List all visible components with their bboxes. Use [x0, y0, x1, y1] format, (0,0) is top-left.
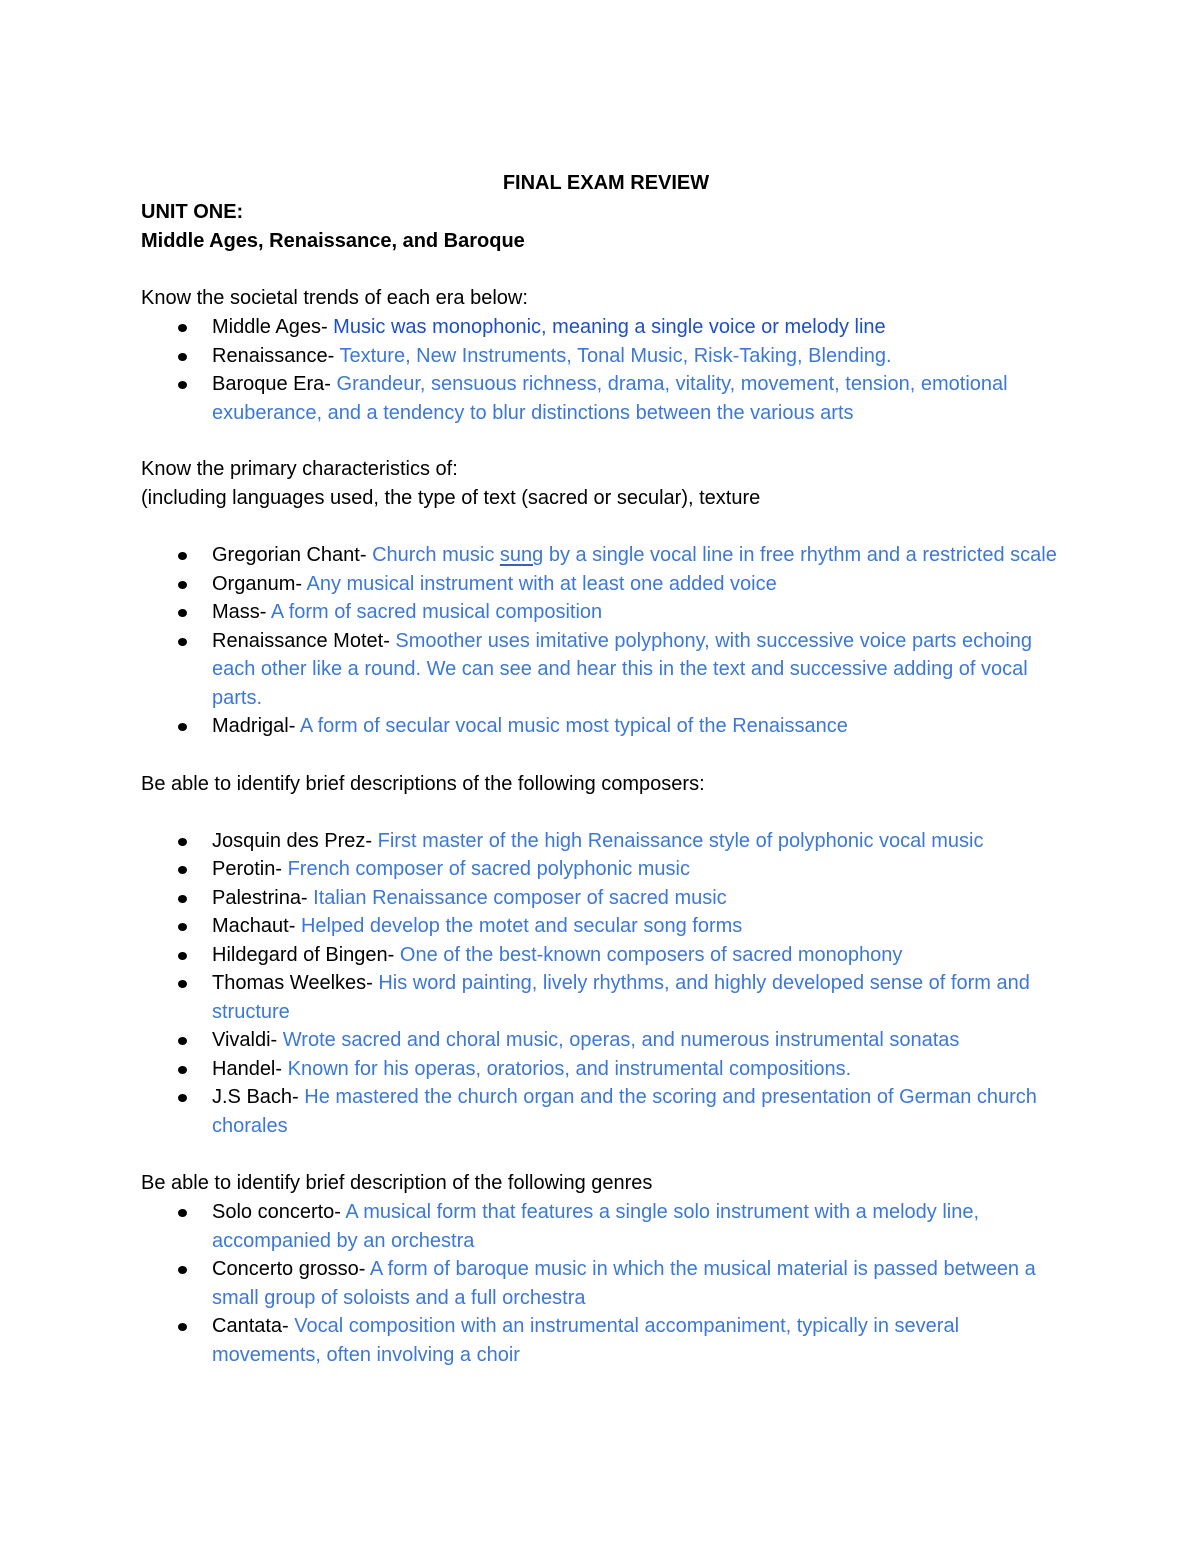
item-description: A form of secular vocal music most typical of the Renaissance — [299, 715, 848, 737]
item-description: Italian Renaissance composer of sacred music — [313, 886, 727, 909]
bullet-icon — [178, 1037, 187, 1045]
bullet-icon — [178, 895, 187, 903]
item-description: Texture, New Instruments, Tonal Music, Risk-Taking, Blending. — [339, 344, 892, 367]
section-societal-trends — [141, 284, 1061, 427]
bullet-icon — [178, 1209, 187, 1217]
spacer — [141, 799, 1061, 827]
bullet-icon — [178, 381, 187, 389]
item-description: Grandeur, sensuous richness, drama, vitality, movement, tension, emotional exuberance, and a tendency to blur distinctions between the various arts — [212, 373, 1008, 424]
list-item — [141, 1026, 1072, 1055]
bullet-icon — [178, 609, 187, 617]
list-item — [141, 884, 1072, 913]
item-term: J.S Bach- — [212, 1086, 305, 1108]
list-item — [141, 827, 1072, 856]
item-description: He mastered the church organ and the scoring and presentation of German church chorales — [212, 1086, 1037, 1137]
item-term: Gregorian Chant- — [212, 544, 373, 566]
document-title: FINAL EXAM REVIEW — [502, 172, 710, 194]
item-description: Vocal composition with an instrumental accompaniment, typically in several movements, often involving a choir — [212, 1315, 960, 1366]
bullet-icon — [178, 581, 187, 589]
item-description: French composer of sacred polyphonic music — [287, 858, 690, 880]
description-text: Church music — [372, 544, 500, 566]
era-heading: Middle Ages, Renaissance, and Baroque — [141, 230, 525, 252]
item-term: Cantata- — [212, 1315, 295, 1337]
spacer — [141, 513, 1061, 541]
list-item — [141, 855, 1072, 884]
item-description: First master of the high Renaissance style of polyphonic vocal music — [377, 829, 984, 852]
bullet-icon — [178, 1323, 187, 1331]
section-intro-note: (including languages used, the type of text (sacred or secular), texture — [141, 487, 761, 509]
item-term: Renaissance Motet- — [212, 629, 396, 652]
section-intro: Know the societal trends of each era below: — [141, 287, 528, 309]
item-description: Any musical instrument with at least one added voice — [306, 572, 777, 595]
unit-heading: UNIT ONE: — [141, 201, 244, 223]
section-intro: Be able to identify brief descriptions of the following composers: — [141, 772, 705, 795]
item-term: Machaut- — [212, 915, 301, 937]
bullet-icon — [178, 324, 187, 332]
bullet-icon — [178, 838, 187, 846]
item-term: Madrigal- — [212, 715, 300, 737]
item-description: Music was monophonic, meaning a single voice or melody line — [333, 316, 886, 338]
list-item — [141, 1083, 1072, 1140]
bullet-list — [141, 541, 1061, 741]
item-term: Hildegard of Bingen- — [212, 943, 400, 966]
item-term: Organum- — [212, 572, 307, 595]
list-item — [141, 627, 1072, 713]
bullet-icon — [178, 353, 187, 361]
list-item — [141, 313, 1072, 342]
item-description: A form of baroque music in which the musical material is passed between a small group of soloists and a full orchestra — [212, 1258, 1036, 1309]
item-term: Solo concerto- — [212, 1201, 346, 1223]
item-description: A form of sacred musical composition — [270, 601, 603, 623]
bullet-icon — [178, 866, 187, 874]
list-item — [141, 712, 1072, 741]
list-item — [141, 1198, 1072, 1255]
list-item — [141, 570, 1072, 599]
section-genres — [141, 1169, 1061, 1369]
item-description: His word painting, lively rhythms, and highly developed sense of form and structure — [212, 972, 1030, 1023]
list-item — [141, 598, 1072, 627]
list-item — [141, 969, 1072, 1026]
bullet-icon — [178, 723, 187, 731]
item-description — [372, 544, 1057, 566]
bullet-list — [141, 1198, 1061, 1369]
bullet-icon — [178, 1066, 187, 1074]
section-intro: Know the primary characteristics of: — [141, 458, 458, 480]
bullet-icon — [178, 1094, 187, 1102]
list-item — [141, 1312, 1072, 1369]
item-term: Josquin des Prez- — [212, 829, 378, 852]
list-item — [141, 1055, 1072, 1084]
item-term: Renaissance- — [212, 344, 340, 367]
document-page — [141, 168, 1061, 1369]
spacer — [141, 741, 1061, 770]
list-item — [141, 541, 1072, 570]
bullet-icon — [178, 923, 187, 931]
item-description: Wrote sacred and choral music, operas, and numerous instrumental sonatas — [282, 1029, 960, 1051]
bullet-icon — [178, 952, 187, 960]
item-description: Helped develop the motet and secular song forms — [300, 915, 743, 937]
bullet-icon — [178, 980, 187, 988]
bullet-list — [141, 313, 1061, 427]
spelling-underlined-word[interactable]: sung — [499, 544, 544, 566]
item-description: Known for his operas, oratorios, and instrumental compositions. — [287, 1057, 852, 1080]
item-description: A musical form that features a single solo instrument with a melody line, accompanied by an orchestra — [212, 1201, 980, 1252]
item-term: Thomas Weelkes- — [212, 972, 379, 994]
item-description: Smoother uses imitative polyphony, with successive voice parts echoing each other like a round. We can see and hear this in the text and successive adding of vocal parts. — [212, 629, 1033, 709]
section-intro: Be able to identify brief description of the following genres — [141, 1172, 653, 1194]
spacer — [141, 256, 1061, 284]
item-term: Baroque Era- — [212, 373, 337, 395]
item-description: One of the best-known composers of sacred monophony — [399, 943, 903, 966]
item-term: Handel- — [212, 1057, 288, 1080]
item-term: Middle Ages- — [212, 316, 334, 338]
item-term: Mass- — [212, 601, 271, 623]
bullet-icon — [178, 552, 187, 560]
list-item — [141, 342, 1072, 371]
spacer — [141, 427, 1061, 455]
bullet-icon — [178, 638, 187, 646]
section-characteristics — [141, 455, 1061, 741]
section-composers — [141, 770, 1061, 1141]
list-item — [141, 941, 1072, 970]
item-term: Concerto grosso- — [212, 1258, 370, 1280]
spacer — [141, 1140, 1061, 1169]
list-item — [141, 370, 1072, 427]
item-term: Palestrina- — [212, 886, 314, 909]
description-text: by a single vocal line in free rhythm and a restricted scale — [543, 544, 1057, 566]
item-term: Perotin- — [212, 858, 288, 880]
item-term: Vivaldi- — [212, 1029, 283, 1051]
bullet-list — [141, 827, 1061, 1141]
list-item — [141, 912, 1072, 941]
bullet-icon — [178, 1266, 187, 1274]
list-item — [141, 1255, 1072, 1312]
